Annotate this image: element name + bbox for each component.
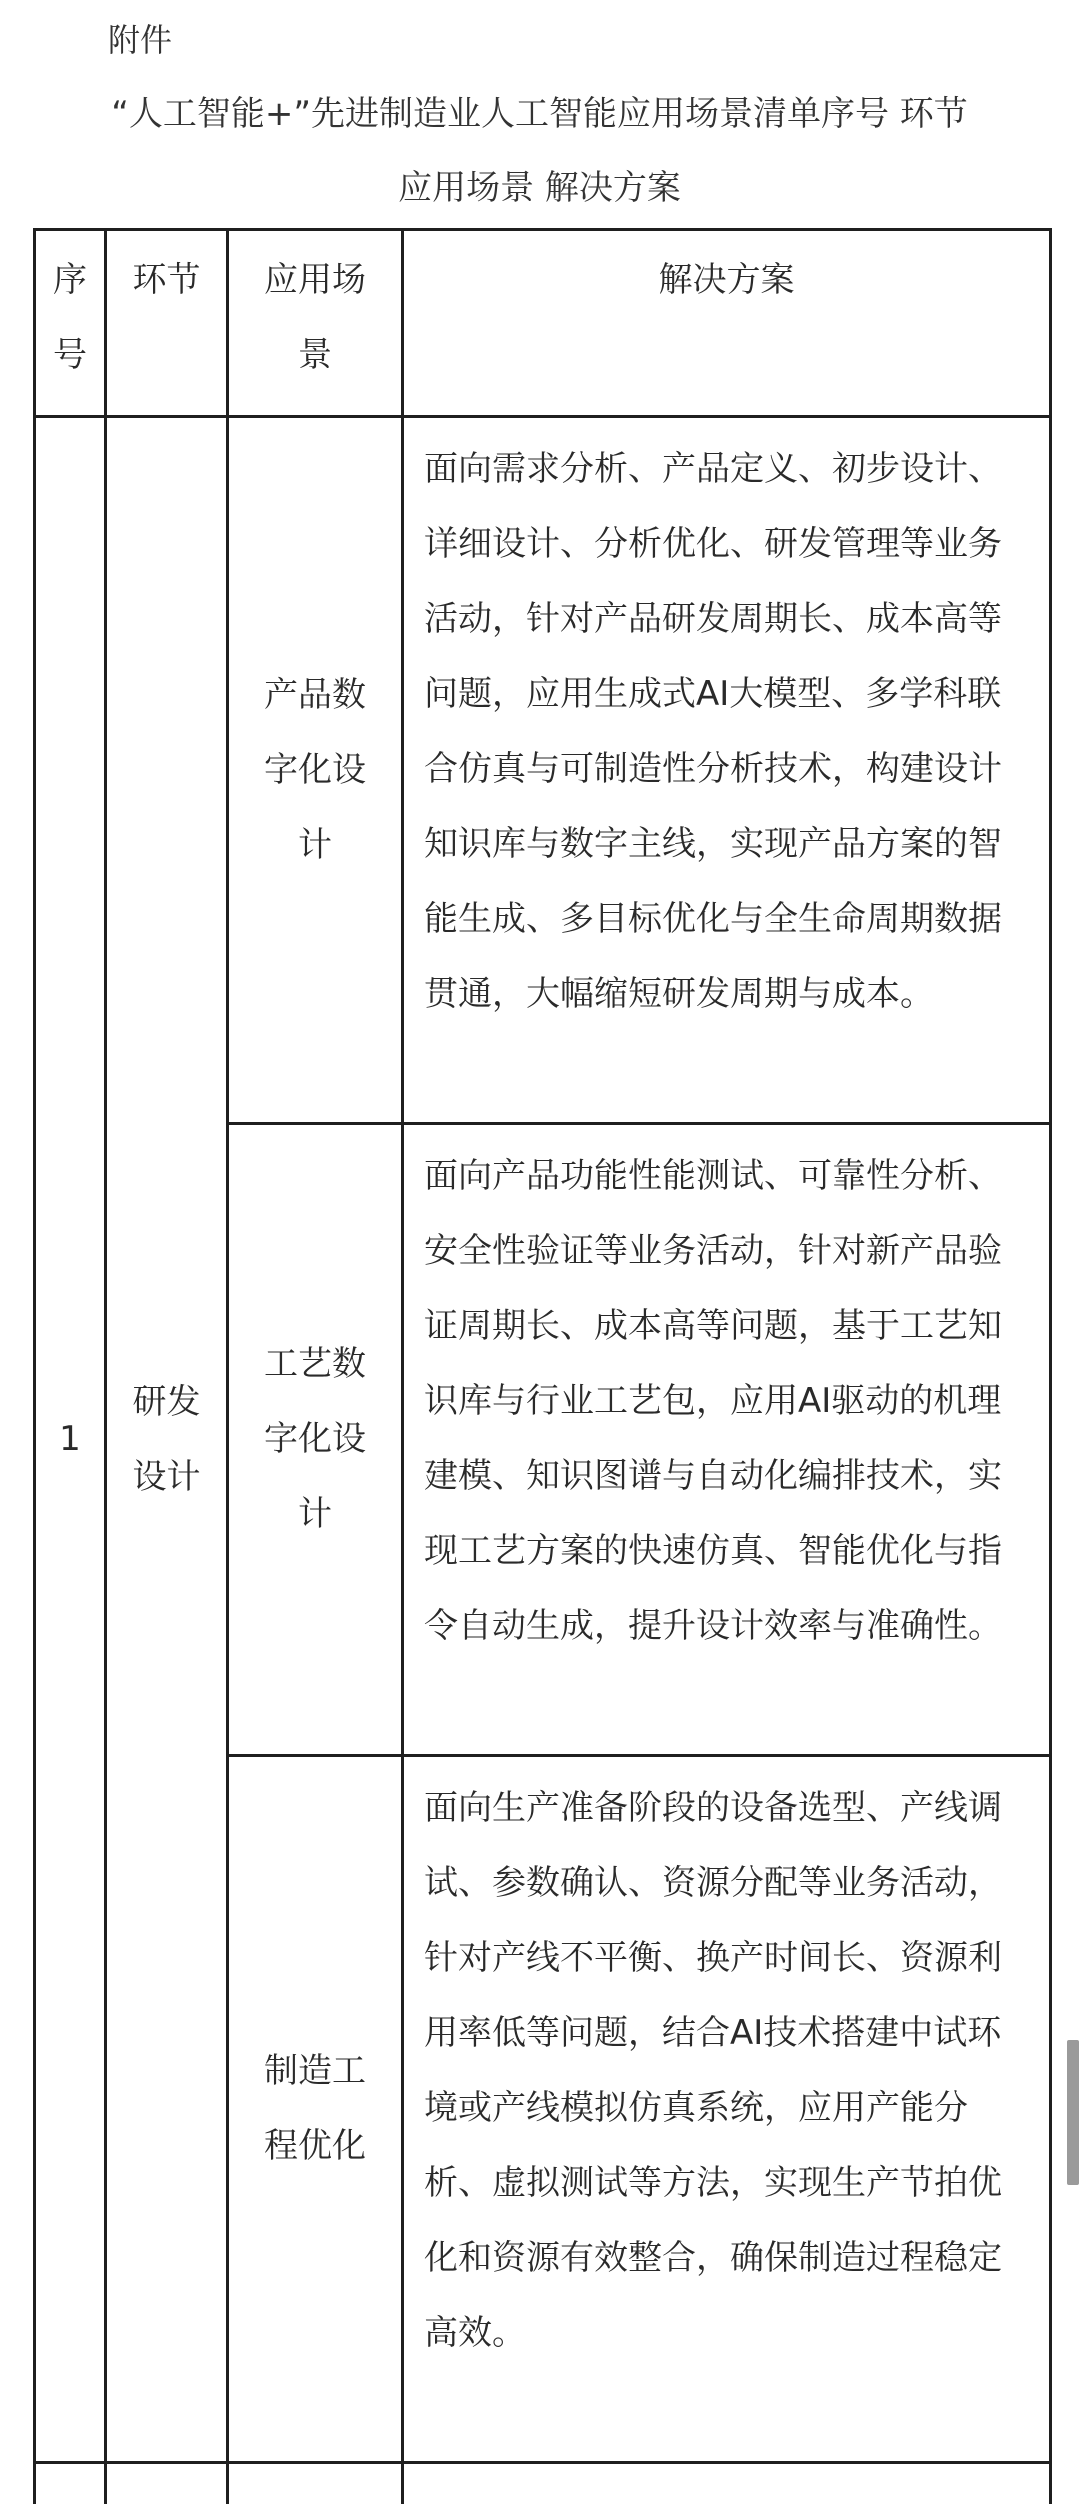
solution-cell: 面向生产准备阶段的设备选型、产线调试、参数确认、资源分配等业务活动，针对产线不平衡、换产时间长、资源利用率低等问题，结合AI技术搭建中试环境或产线模拟仿真系统，应用产能分析、虚拟测试等方法，实现生产节拍优化和资源有效整合，确保制造过程稳定高效。 [403, 1756, 1051, 2463]
scenario-table [33, 228, 1052, 2504]
document-title: “人工智能+”先进制造业人工智能应用场景清单序号 环节 [0, 88, 1079, 140]
stage-cell: 研发 设计 [106, 417, 228, 2463]
solution-cell: 面向产品功能性能测试、可靠性分析、安全性验证等业务活动，针对新产品验证周期长、成本高等问题，基于工艺知识库与行业工艺包，应用AI驱动的机理建模、知识图谱与自动化编排技术，实现工艺方案的快速仿真、智能优化与指令自动生成，提升设计效率与准确性。 [403, 1124, 1051, 1756]
scenario-cell: 工艺数 字化设 计 [228, 1124, 403, 1756]
table-header-row [35, 230, 1051, 417]
column-header-stage: 环节 [106, 230, 228, 417]
empty-cell [403, 2463, 1051, 2504]
empty-cell [35, 2463, 106, 2504]
document-title-continued: 应用场景 解决方案 [0, 162, 1079, 214]
column-header-solution: 解决方案 [403, 230, 1051, 417]
scenario-cell: 制造工 程优化 [228, 1756, 403, 2463]
vertical-scrollbar-thumb[interactable] [1067, 2040, 1079, 2185]
empty-cell [228, 2463, 403, 2504]
attachment-label: 附件 [108, 14, 172, 66]
table-row [35, 417, 1051, 1124]
row-index-cell: 1 [35, 417, 106, 2463]
column-header-index: 序 号 [35, 230, 106, 417]
empty-cell [106, 2463, 228, 2504]
solution-cell: 面向需求分析、产品定义、初步设计、详细设计、分析优化、研发管理等业务活动，针对产品研发周期长、成本高等问题，应用生成式AI大模型、多学科联合仿真与可制造性分析技术，构建设计知识库与数字主线，实现产品方案的智能生成、多目标优化与全生命周期数据贯通，大幅缩短研发周期与成本。 [403, 417, 1051, 1124]
scenario-cell: 产品数 字化设 计 [228, 417, 403, 1124]
table-row-partial [35, 2463, 1051, 2504]
column-header-scenario: 应用场 景 [228, 230, 403, 417]
